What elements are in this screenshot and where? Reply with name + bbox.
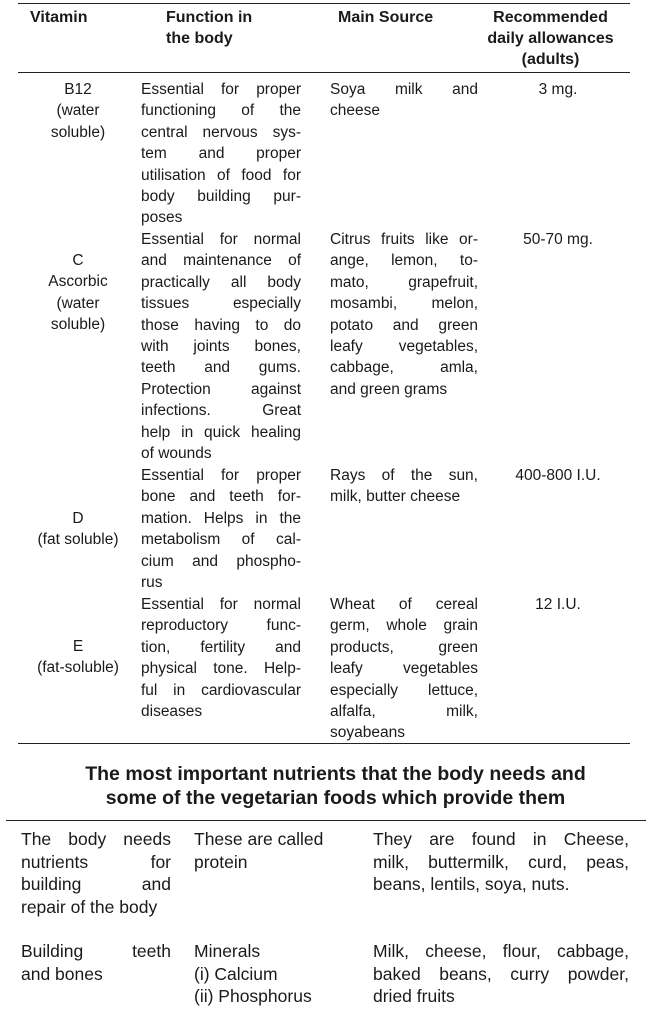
cell-text: 400-800 I.U. [515,467,601,484]
cell-text: 3 mg. [538,81,578,98]
row-b12-rda [488,79,628,100]
cell-line: metabolism of cal- [141,531,301,549]
cell-line: Essential for normal [141,596,301,613]
row-c-function [141,229,301,464]
cell-line: cium and phospho- [141,552,301,570]
cell-line: leafy vegetables [330,660,478,678]
cell-line: products, green [330,638,478,656]
cell-line: mato, grapefruit, [330,273,478,291]
nutrient-row-1-called [194,828,359,873]
cell-line: especially lettuce, [330,681,478,699]
cell-line: bone and teeth for- [141,488,301,506]
header-rda-line: Recommended [493,9,608,26]
row-d-source [330,465,478,508]
row-e-function [141,594,301,722]
cell-line: utilisation of food for [141,166,301,184]
cell-text: 12 I.U. [535,596,581,613]
cell-line: repair of the body [21,896,158,917]
row-e-source [330,594,478,744]
cell-line: Minerals [194,941,261,961]
cell-line: Soya milk and [330,81,478,98]
cell-line: teeth and gums. [141,359,301,377]
cell-line: Essential for proper [141,81,301,98]
cell-line: soluble) [50,316,106,334]
nutrients-title-line: The most important nutrients that the body needs and [85,763,586,785]
cell-line: potato and green [330,316,478,334]
header-vitamin-text: Vitamin [30,9,88,26]
cell-line: building and [21,874,171,895]
cell-line: tem and proper [141,145,301,163]
cell-line: nutrients for [21,851,171,872]
header-rda-line: daily allowances [487,30,614,47]
row-d-vitamin [18,508,138,551]
cell-line: infections. Great [141,402,301,420]
cell-line: Wheat of cereal [330,596,478,613]
cell-line: beans, lentils, soya, nuts. [373,874,570,895]
nutrients-title [0,762,671,810]
cell-line: germ, whole grain [330,617,478,635]
cell-line: baked beans, curry powder, [373,963,629,984]
cell-line: body building pur- [141,188,301,206]
cell-line: (fat soluble) [37,531,119,549]
cell-line: reproductory func- [141,617,301,635]
cell-line: milk, buttermilk, curd, peas, [373,851,629,872]
cell-line: mation. Helps in the [141,509,301,527]
cell-line: Essential for proper [141,467,301,484]
header-rda [473,7,628,70]
cell-line: B12 [64,81,92,98]
table-top-rule [18,3,630,4]
table-header-rule [18,72,630,73]
nutrients-title-line: some of the vegetarian foods which provide them [105,787,566,809]
row-e-rda [488,594,628,615]
cell-line: Ascorbic [48,273,108,291]
cell-line: and maintenance of [141,252,301,270]
header-source [338,7,478,28]
cell-line: leafy vegetables, [330,338,478,356]
cell-line: protein [194,851,248,872]
cell-line: with joints bones, [141,338,301,356]
cell-line: Building teeth [21,941,171,961]
cell-line: ange, lemon, to- [330,252,478,270]
row-c-source [330,229,478,400]
header-source-text: Main Source [338,9,434,26]
row-c-rda [488,229,628,250]
cell-line: central nervous sys- [141,123,301,141]
cell-line: mosambi, melon, [330,295,478,313]
cell-line: C [72,252,84,269]
header-function-line: Function in [166,9,253,26]
cell-line: The body needs [21,829,171,849]
cell-line: Citrus fruits like or- [330,231,478,248]
cell-line: diseases [141,703,203,721]
table-bottom-rule [18,743,630,744]
row-d-rda [488,465,628,486]
header-function [166,7,326,49]
cell-line: functioning of the [141,102,301,120]
cell-line: cabbage, amla, [330,359,478,377]
cell-line: These are called [194,829,324,849]
cell-line: Essential for normal [141,231,301,248]
cell-line: (i) Calcium [194,963,278,984]
cell-line: soyabeans [330,724,405,742]
nutrients-rule [6,820,646,821]
header-function-line: the body [166,30,233,47]
cell-line: tissues especially [141,295,301,313]
cell-line: poses [141,209,183,227]
cell-line: (water [56,294,100,312]
cell-line: rus [141,574,163,592]
cell-line: physical tone. Help- [141,660,301,678]
cell-line: those having to do [141,316,301,334]
cell-line: Rays of the sun, [330,467,478,484]
cell-line: (water [56,102,100,120]
cell-line: E [72,638,84,655]
cell-line: Milk, cheese, flour, cabbage, [373,941,629,961]
header-vitamin [30,7,135,28]
row-d-function [141,465,301,593]
cell-line: ful in cardiovascular [141,681,301,699]
cell-line: soluble) [50,123,106,141]
cell-line: (ii) Phosphorus [194,986,312,1007]
nutrient-row-1-found [373,828,629,896]
cell-line: of wounds [141,445,212,463]
cell-line: and bones [21,963,103,984]
nutrient-row-2-called [194,940,359,1008]
row-b12-vitamin [18,79,138,143]
cell-line: help in quick healing [141,423,301,441]
cell-line: milk, butter cheese [330,488,461,506]
cell-line: and green grams [330,380,448,398]
cell-line: tion, fertility and [141,638,301,656]
row-b12-source [330,79,478,122]
cell-line: Protection against [141,380,301,398]
cell-line: alfalfa, milk, [330,703,478,721]
row-c-vitamin [18,250,138,336]
row-e-vitamin [18,636,138,679]
nutrient-row-1-needs [21,828,171,918]
nutrient-row-2-needs [21,940,171,985]
cell-line: They are found in Cheese, [373,829,629,849]
nutrient-row-2-found [373,940,629,1008]
cell-text: 50-70 mg. [523,231,593,248]
cell-line: D [72,510,84,527]
cell-line: (fat-soluble) [37,659,119,677]
row-b12-function [141,79,301,229]
header-rda-line: (adults) [521,51,580,68]
cell-line: cheese [330,102,380,120]
cell-line: practically all body [141,273,301,291]
cell-line: dried fruits [373,986,455,1007]
